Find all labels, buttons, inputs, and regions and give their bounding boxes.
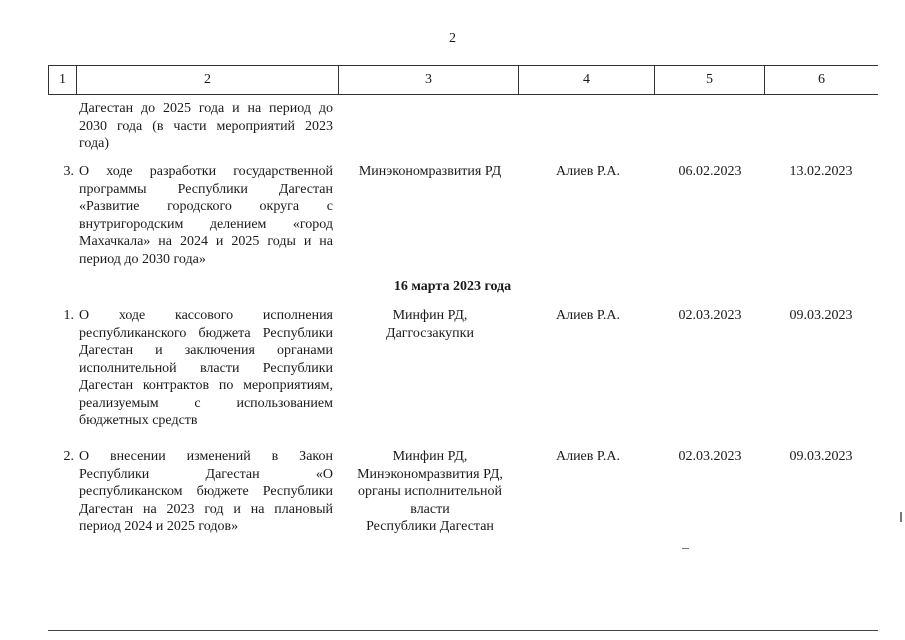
column-header-1: 1	[48, 66, 76, 94]
row-executor-line: Минэкономразвития РД,	[357, 466, 503, 482]
row-executor-line: Минфин РД,	[392, 308, 468, 323]
row-date-submit: 02.03.2023	[678, 308, 742, 323]
scan-speck	[900, 512, 902, 522]
row-executor	[340, 448, 520, 536]
row-executor-line: органы исполнительной	[357, 484, 503, 499]
row-executor-line: власти	[410, 501, 450, 517]
row-description: О внесении изменений в Закон Республики Дагестан «О республиканском бюджете Республики Дагестан на 2023 год и на плановый период 2024 и 2025 годов»	[79, 449, 333, 534]
row-date-submit: 02.03.2023	[678, 449, 742, 464]
row-date-submit: 06.02.2023	[678, 164, 742, 179]
column-header-6: 6	[764, 66, 878, 94]
row-responsible: Алиев Р.А.	[555, 308, 621, 323]
row-responsible: Алиев Р.А.	[555, 449, 621, 464]
row-description: О ходе кассового исполнения республиканского бюджета Республики Дагестан и заключения органами исполнительной власти Республики Дагестан контрактов по мероприятиям, реализуемым с использованием бюджетных средств	[79, 308, 333, 428]
row-description: О ходе разработки государственной программы Республики Дагестан «Развитие городского округа с внутригородским делением «город Махачкала» на 2024 и 2025 годы и на период до 2030 года»	[79, 164, 333, 267]
row-date-review: 13.02.2023	[789, 164, 853, 179]
row-executor-line: Минфин РД,	[392, 449, 468, 464]
column-header-4: 4	[518, 66, 654, 94]
page-number: 2	[449, 31, 456, 46]
column-header-2: 2	[76, 66, 338, 94]
row-executor-line: Даггосзакупки	[386, 325, 474, 341]
column-header-5: 5	[654, 66, 764, 94]
row-number: 2.	[63, 449, 74, 464]
scan-speck	[682, 548, 689, 549]
column-header-3: 3	[338, 66, 518, 94]
row-date-review: 09.03.2023	[789, 449, 853, 464]
row-number: 3.	[63, 164, 74, 179]
row-number: 1.	[63, 308, 74, 323]
table-header-row	[48, 65, 878, 95]
section-title: 16 марта 2023 года	[393, 279, 512, 294]
table-bottom-border	[48, 630, 878, 631]
row-executor: Минэкономразвития РД	[358, 164, 502, 179]
row-date-review: 09.03.2023	[789, 308, 853, 323]
row-executor-line: Республики Дагестан	[366, 519, 494, 534]
continued-row-description: Дагестан до 2025 года и на период до 2030 года (в части мероприятий 2023 года)	[79, 101, 333, 151]
row-responsible: Алиев Р.А.	[555, 164, 621, 179]
row-executor	[340, 307, 520, 342]
